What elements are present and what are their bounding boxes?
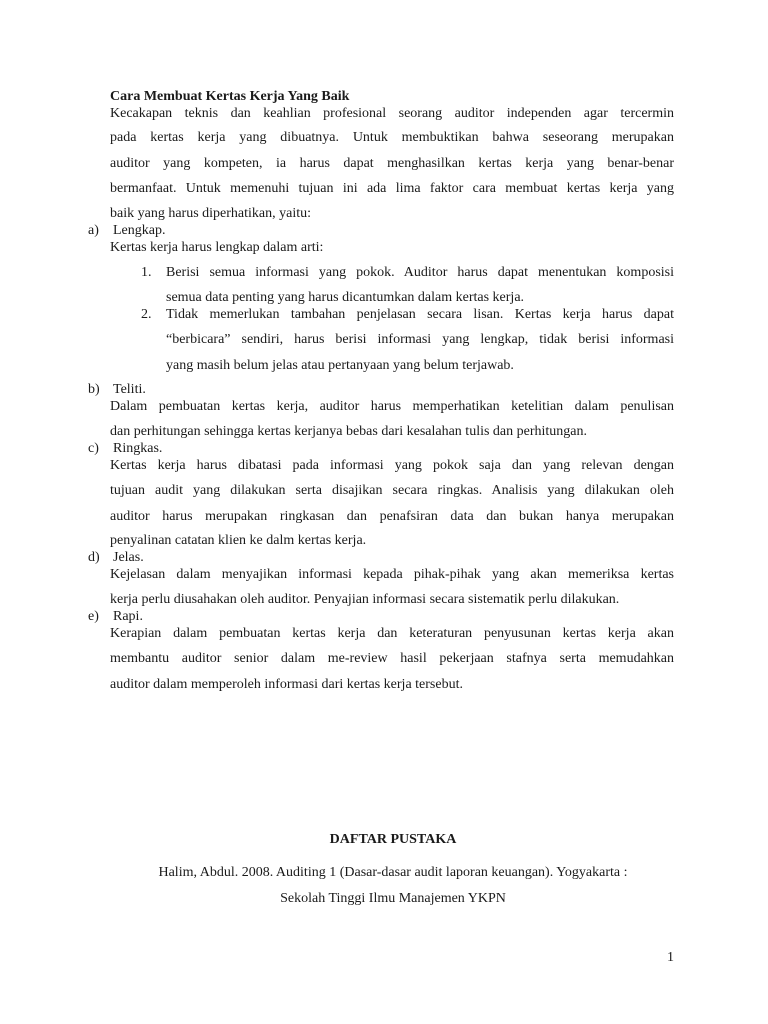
page-number: 1 — [667, 950, 674, 965]
bibliography-line: Sekolah Tinggi Ilmu Manajemen YKPN — [280, 891, 506, 906]
section-line: penyalinan catatan klien ke dalm kertas kerja. — [110, 533, 367, 548]
intro-line: pada kertas kerja yang dibuatnya. Untuk membuktikan bahwa seseorang merupakan — [110, 130, 674, 145]
list-line: “berbicara” sendiri, harus berisi informasi yang lengkap, tidak berisi informasi — [166, 332, 674, 347]
section-line: Kertas kerja harus dibatasi pada informasi yang pokok saja dan yang relevan dengan — [110, 458, 674, 473]
list-number: 2. — [141, 307, 152, 322]
bibliography-heading: DAFTAR PUSTAKA — [329, 832, 457, 847]
section-line: dan perhitungan sehingga kertas kerjanya bebas dari kesalahan tulis dan perhitungan. — [110, 424, 588, 439]
list-line: Berisi semua informasi yang pokok. Auditor harus dapat menentukan komposisi — [166, 265, 674, 280]
section-line: Dalam pembuatan kertas kerja, auditor harus memperhatikan ketelitian dalam penulisan — [110, 399, 674, 414]
section-heading: Rapi. — [113, 609, 143, 624]
section-heading: Lengkap. — [113, 223, 166, 238]
list-line: semua data penting yang harus dicantumkan dalam kertas kerja. — [166, 290, 525, 305]
section-line: Kejelasan dalam menyajikan informasi kepada pihak-pihak yang akan memeriksa kertas — [110, 567, 674, 582]
section-line: kerja perlu diusahakan oleh auditor. Penyajian informasi secara sistematik perlu dilakukan. — [110, 592, 620, 607]
section-heading: Jelas. — [113, 550, 144, 565]
section-line: Kerapian dalam pembuatan kertas kerja dan keteraturan penyusunan kertas kerja akan — [110, 626, 674, 641]
list-line: yang masih belum jelas atau pertanyaan yang belum terjawab. — [166, 358, 514, 373]
intro-line: auditor yang kompeten, ia harus dapat menghasilkan kertas kerja yang benar-benar — [110, 156, 674, 171]
list-number: 1. — [141, 265, 152, 280]
section-line: auditor harus merupakan ringkasan dan penafsiran data dan bukan hanya merupakan — [110, 509, 674, 524]
list-line: Tidak memerlukan tambahan penjelasan secara lisan. Kertas kerja harus dapat — [166, 307, 674, 322]
section-marker: d) — [88, 550, 100, 565]
page-title: Cara Membuat Kertas Kerja Yang Baik — [110, 89, 350, 104]
bibliography-line: Halim, Abdul. 2008. Auditing 1 (Dasar-dasar audit laporan keuangan). Yogyakarta : — [158, 865, 628, 880]
section-line: auditor dalam memperoleh informasi dari kertas kerja tersebut. — [110, 677, 463, 692]
section-line: membantu auditor senior dalam me-review hasil pekerjaan stafnya serta memudahkan — [110, 651, 674, 666]
intro-line: Kecakapan teknis dan keahlian profesional seorang auditor independen agar tercermin — [110, 106, 674, 121]
section-line: Kertas kerja harus lengkap dalam arti: — [110, 240, 324, 255]
section-marker: e) — [88, 609, 99, 624]
intro-line: bermanfaat. Untuk memenuhi tujuan ini ada lima faktor cara membuat kertas kerja yang — [110, 181, 674, 196]
section-marker: b) — [88, 382, 100, 397]
section-heading: Ringkas. — [113, 441, 163, 456]
section-marker: a) — [88, 223, 99, 238]
intro-line: baik yang harus diperhatikan, yaitu: — [110, 206, 311, 221]
section-heading: Teliti. — [113, 382, 146, 397]
section-line: tujuan audit yang dilakukan serta disajikan secara ringkas. Analisis yang dilakukan oleh — [110, 483, 674, 498]
section-marker: c) — [88, 441, 99, 456]
